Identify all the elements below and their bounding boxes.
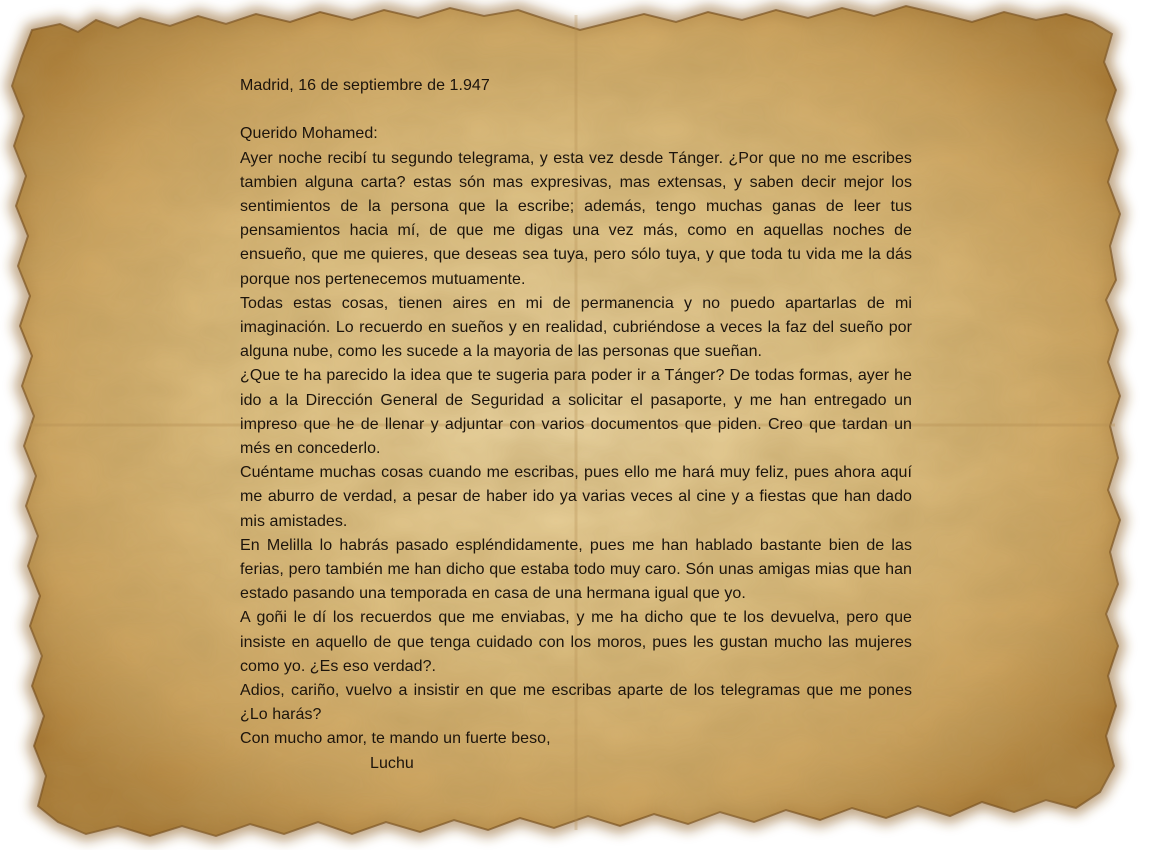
- letter-paragraph: Adios, cariño, vuelvo a insistir en que me escribas aparte de los telegramas que me pones ¿Lo harás?: [240, 682, 912, 724]
- letter-paragraph: En Melilla lo habrás pasado espléndidamente, pues me han hablado bastante bien de las ferias, pero también me han dicho que estaba todo muy caro. Són unas amigas mias que han estado pasando una temporada en casa de una hermana igual que yo.: [240, 536, 912, 603]
- letter-paragraph: A goñi le dí los recuerdos que me enviabas, y me ha dicho que te los devuelva, pero que insiste en aquello de que tenga cuidado con los moros, pues les gustan mucho las mujeres como yo. ¿Es eso verdad?.: [240, 609, 912, 675]
- letter-paragraph: Cuéntame muchas cosas cuando me escribas, pues ello me hará muy feliz, pues ahora aquí me aburro de verdad, a pesar de haber ido ya varias veces al cine y a fiestas que han dado mis amistades.: [240, 464, 912, 530]
- letter-body: [240, 74, 912, 776]
- letter-paragraph: Ayer noche recibí tu segundo telegrama, y esta vez desde Tánger. ¿Por que no me escribes tambien alguna carta? estas són mas expresivas, mas extensas, y saben decir mejor los sentimientos de la persona que la escribe; además, tengo muchas ganas de leer tus pensamientos hacia mí, de que me digas una vez más, como en aquellas noches de ensueño, que me quieres, que deseas sea tuya, pero sólo tuya, y que toda tu vida me la dás porque nos pertenecemos mutuamente.: [240, 149, 912, 288]
- letter-closing: Con mucho amor, te mando un fuerte beso,: [240, 730, 551, 748]
- letter-signature: Luchu: [370, 754, 414, 772]
- letter-paragraph: Todas estas cosas, tienen aires en mi de permanencia y no puedo apartarlas de mi imaginación. Lo recuerdo en sueños y en realidad, cubriéndose a veces la faz del sueño por alguna nube, como les sucede a la mayoria de las personas que sueñan.: [240, 294, 912, 361]
- letter-greeting: Querido Mohamed:: [240, 125, 378, 143]
- letter-paragraph: ¿Que te ha parecido la idea que te sugeria para poder ir a Tánger? De todas formas, ayer he ido a la Dirección General de Seguridad a solicitar el pasaporte, y me han entregado un impreso que he de llenar y adjuntar con varios documentos que piden. Creo que tardan un més en concederlo.: [240, 367, 912, 458]
- letter-date: Madrid, 16 de septiembre de 1.947: [240, 77, 490, 94]
